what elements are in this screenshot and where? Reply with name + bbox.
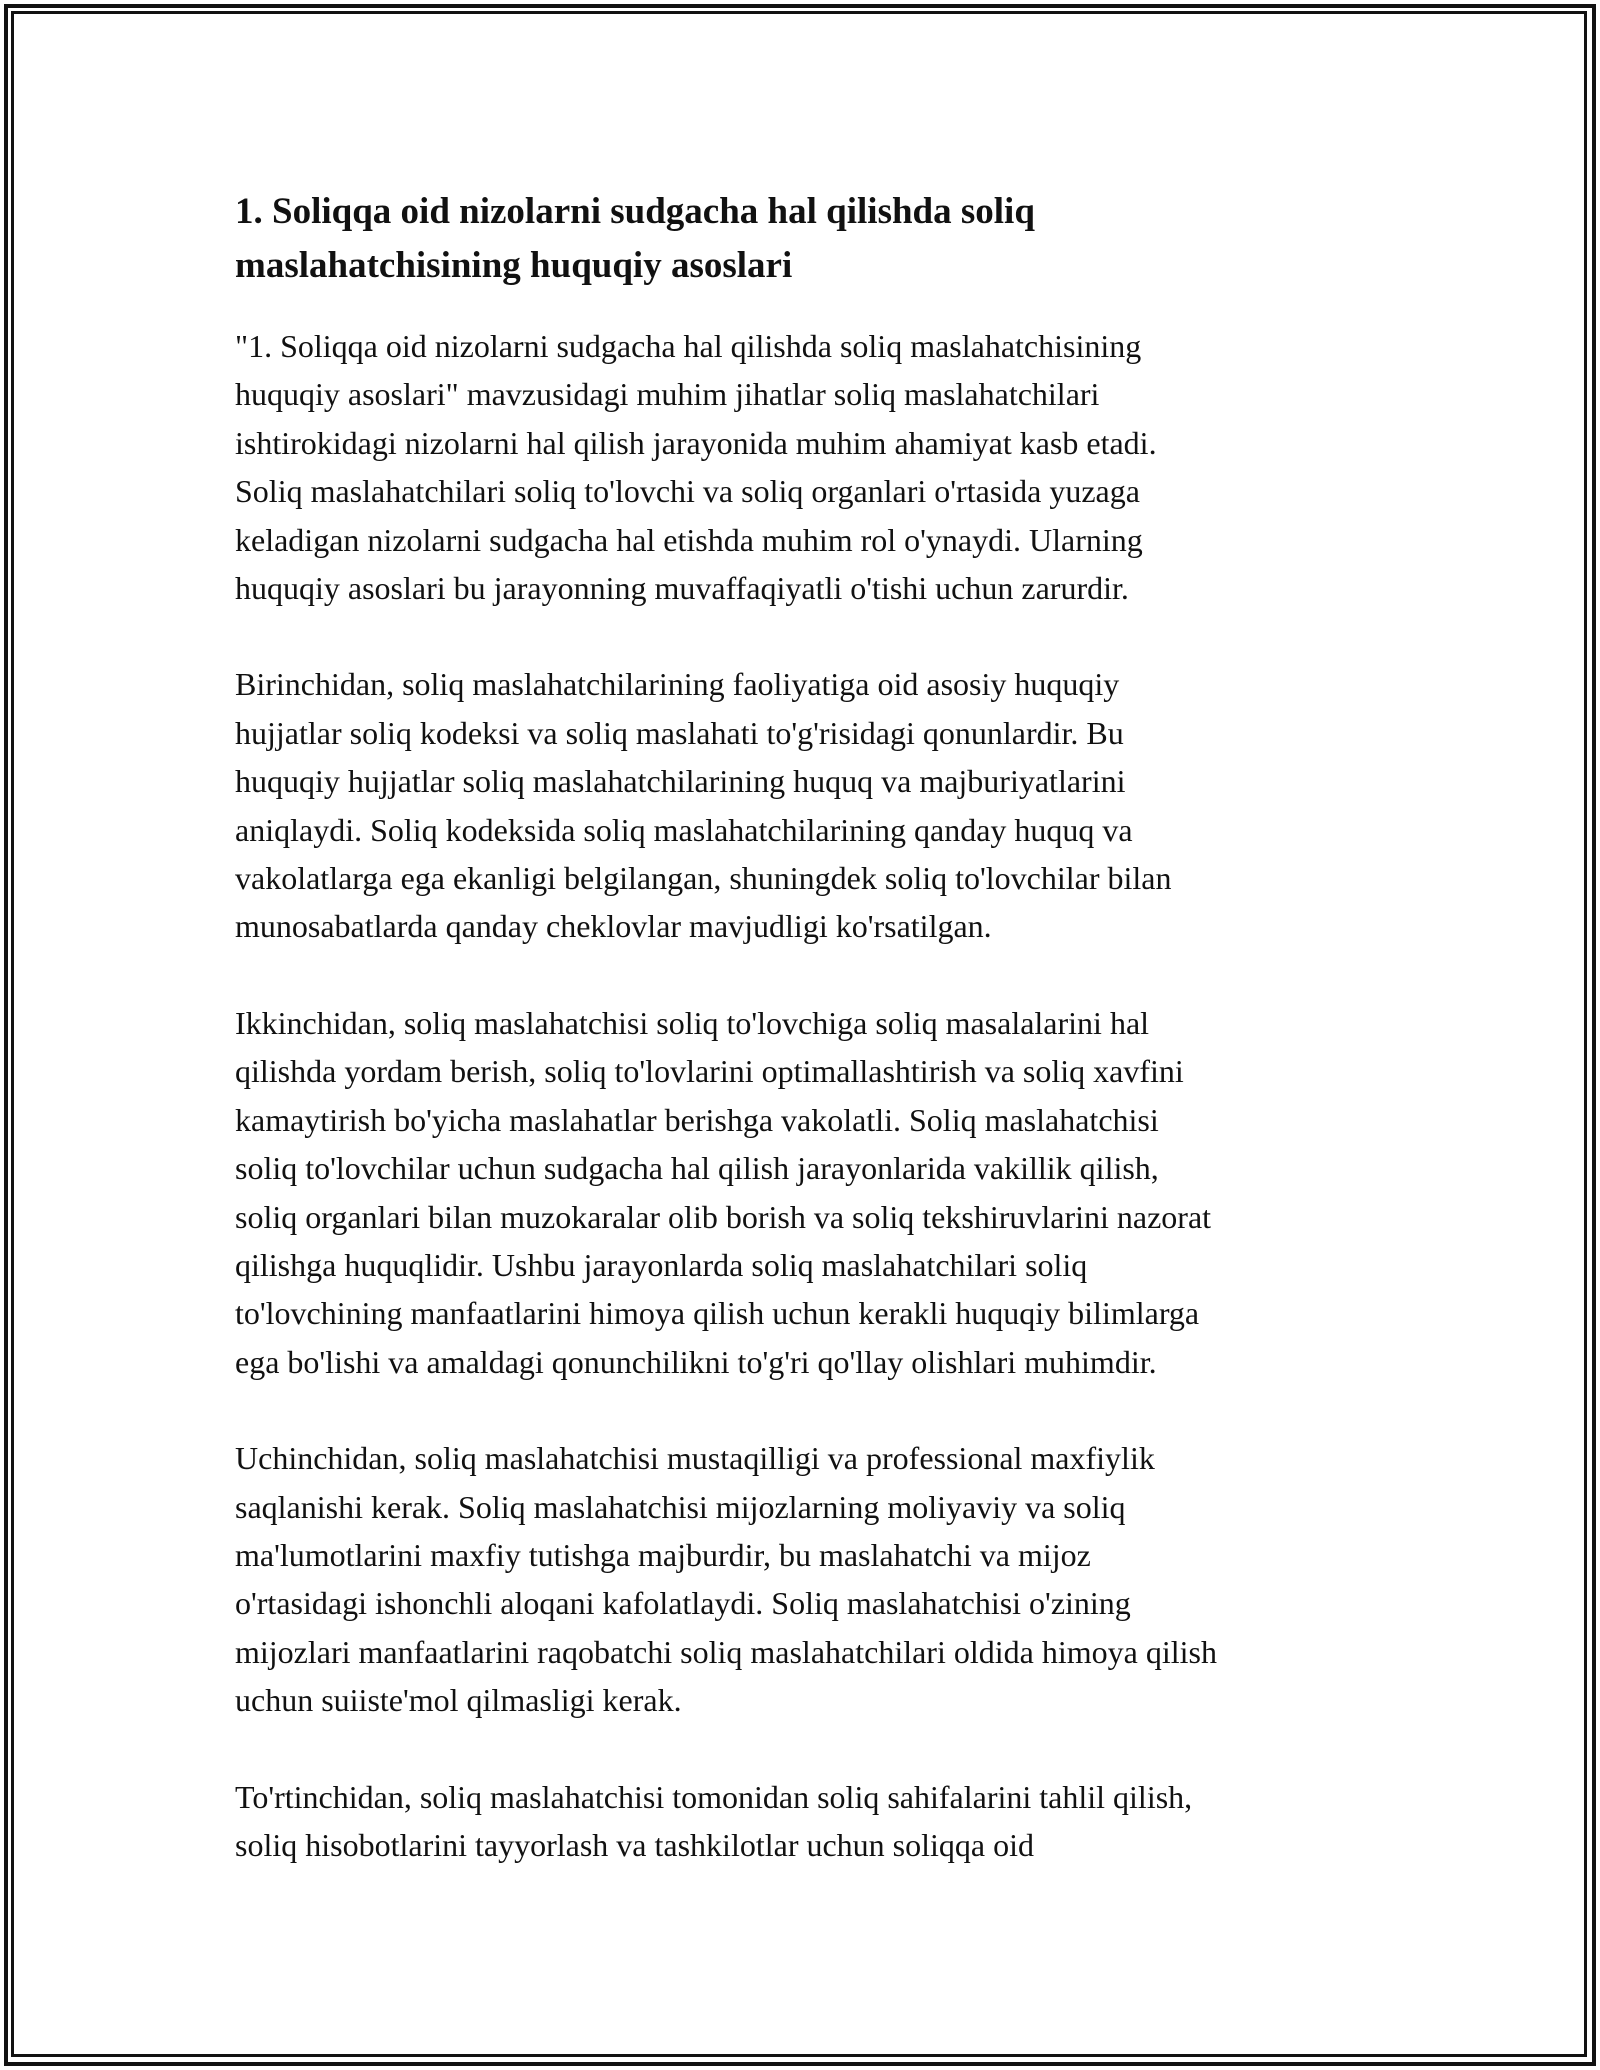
paragraph-line: "1. Soliqqa oid nizolarni sudgacha hal qilishda soliq maslahatchisining (235, 328, 1142, 364)
paragraph-line: mijozlari manfaatlarini raqobatchi soliq maslahatchilari oldida himoya qilish (235, 1633, 1217, 1670)
heading-line: 1. Soliqqa oid nizolarni sudgacha hal qilishda soliq (235, 191, 1035, 232)
paragraph-line: kamaytirish bo'yicha maslahatlar berishga vakolatli. Soliq maslahatchisi (235, 1101, 1159, 1138)
paragraph-line: to'lovchining manfaatlarini himoya qilish uchun kerakli huquqiy bilimlarga (235, 1295, 1200, 1332)
paragraph-line: To'rtinchidan, soliq maslahatchisi tomonidan soliq sahifalarini tahlil qilish, (235, 1778, 1193, 1815)
paragraph-line: aniqlaydi. Soliq kodeksida soliq maslahatchilarining qanday huquq va (235, 811, 1133, 848)
paragraph-line: huquqiy asoslari" mavzusidagi muhim jihatlar soliq maslahatchilari (235, 376, 1100, 413)
paragraph-third (235, 1434, 1375, 1724)
paragraph-line: soliq organlari bilan muzokaralar olib borish va soliq tekshiruvlarini nazorat (235, 1198, 1212, 1235)
paragraph-line: qilishga huquqlidir. Ushbu jarayonlarda soliq maslahatchilari soliq (235, 1246, 1088, 1283)
paragraph-line: uchun suiiste'mol qilmasligi kerak. (235, 1682, 682, 1719)
paragraph-line: Uchinchidan, soliq maslahatchisi mustaqilligi va professional maxfiylik (235, 1440, 1155, 1477)
paragraph-line: huquqiy hujjatlar soliq maslahatchilarining huquq va majburiyatlarini (235, 763, 1126, 800)
paragraph-line: saqlanishi kerak. Soliq maslahatchisi mijozlarning moliyaviy va soliq (235, 1488, 1126, 1525)
paragraph-line: ishtirokidagi nizolarni hal qilish jarayonida muhim ahamiyat kasb etadi. (235, 424, 1157, 461)
document-page (235, 185, 1375, 1917)
paragraph-line: keladigan nizolarni sudgacha hal etishda muhim rol o'ynaydi. Ularning (235, 521, 1143, 558)
paragraph-line: ma'lumotlarini maxfiy tutishga majburdir, bu maslahatchi va mijoz (235, 1536, 1091, 1573)
paragraph-line: hujjatlar soliq kodeksi va soliq maslahati to'g'risidagi qonunlardir. Bu (235, 714, 1124, 751)
paragraph-line: Soliq maslahatchilari soliq to'lovchi va soliq organlari o'rtasida yuzaga (235, 473, 1140, 510)
paragraph-line: Ikkinchidan, soliq maslahatchisi soliq to'lovchiga soliq masalalarini hal (235, 1004, 1150, 1041)
paragraph-second (235, 999, 1375, 1386)
paragraph-intro (235, 322, 1375, 612)
paragraph-line: o'rtasidagi ishonchli aloqani kafolatlaydi. Soliq maslahatchisi o'zining (235, 1585, 1131, 1622)
document-heading (235, 185, 1375, 293)
paragraph-line: huquqiy asoslari bu jarayonning muvaffaqiyatli o'tishi uchun zarurdir. (235, 570, 1129, 607)
paragraph-first (235, 660, 1375, 950)
paragraph-line: soliq hisobotlarini tayyorlash va tashkilotlar uchun soliqqa oid (235, 1826, 1034, 1863)
heading-line: maslahatchisining huquqiy asoslari (235, 245, 793, 286)
paragraph-line: soliq to'lovchilar uchun sudgacha hal qilish jarayonlarida vakillik qilish, (235, 1150, 1159, 1187)
paragraph-fourth (235, 1773, 1375, 1870)
paragraph-line: Birinchidan, soliq maslahatchilarining faoliyatiga oid asosiy huquqiy (235, 666, 1120, 703)
paragraph-line: vakolatlarga ega ekanligi belgilangan, shuningdek soliq to'lovchilar bilan (235, 860, 1172, 897)
paragraph-line: munosabatlarda qanday cheklovlar mavjudligi ko'rsatilgan. (235, 908, 992, 945)
paragraph-line: ega bo'lishi va amaldagi qonunchilikni to'g'ri qo'llay olishlari muhimdir. (235, 1343, 1157, 1380)
paragraph-line: qilishda yordam berish, soliq to'lovlarini optimallashtirish va soliq xavfini (235, 1053, 1184, 1090)
